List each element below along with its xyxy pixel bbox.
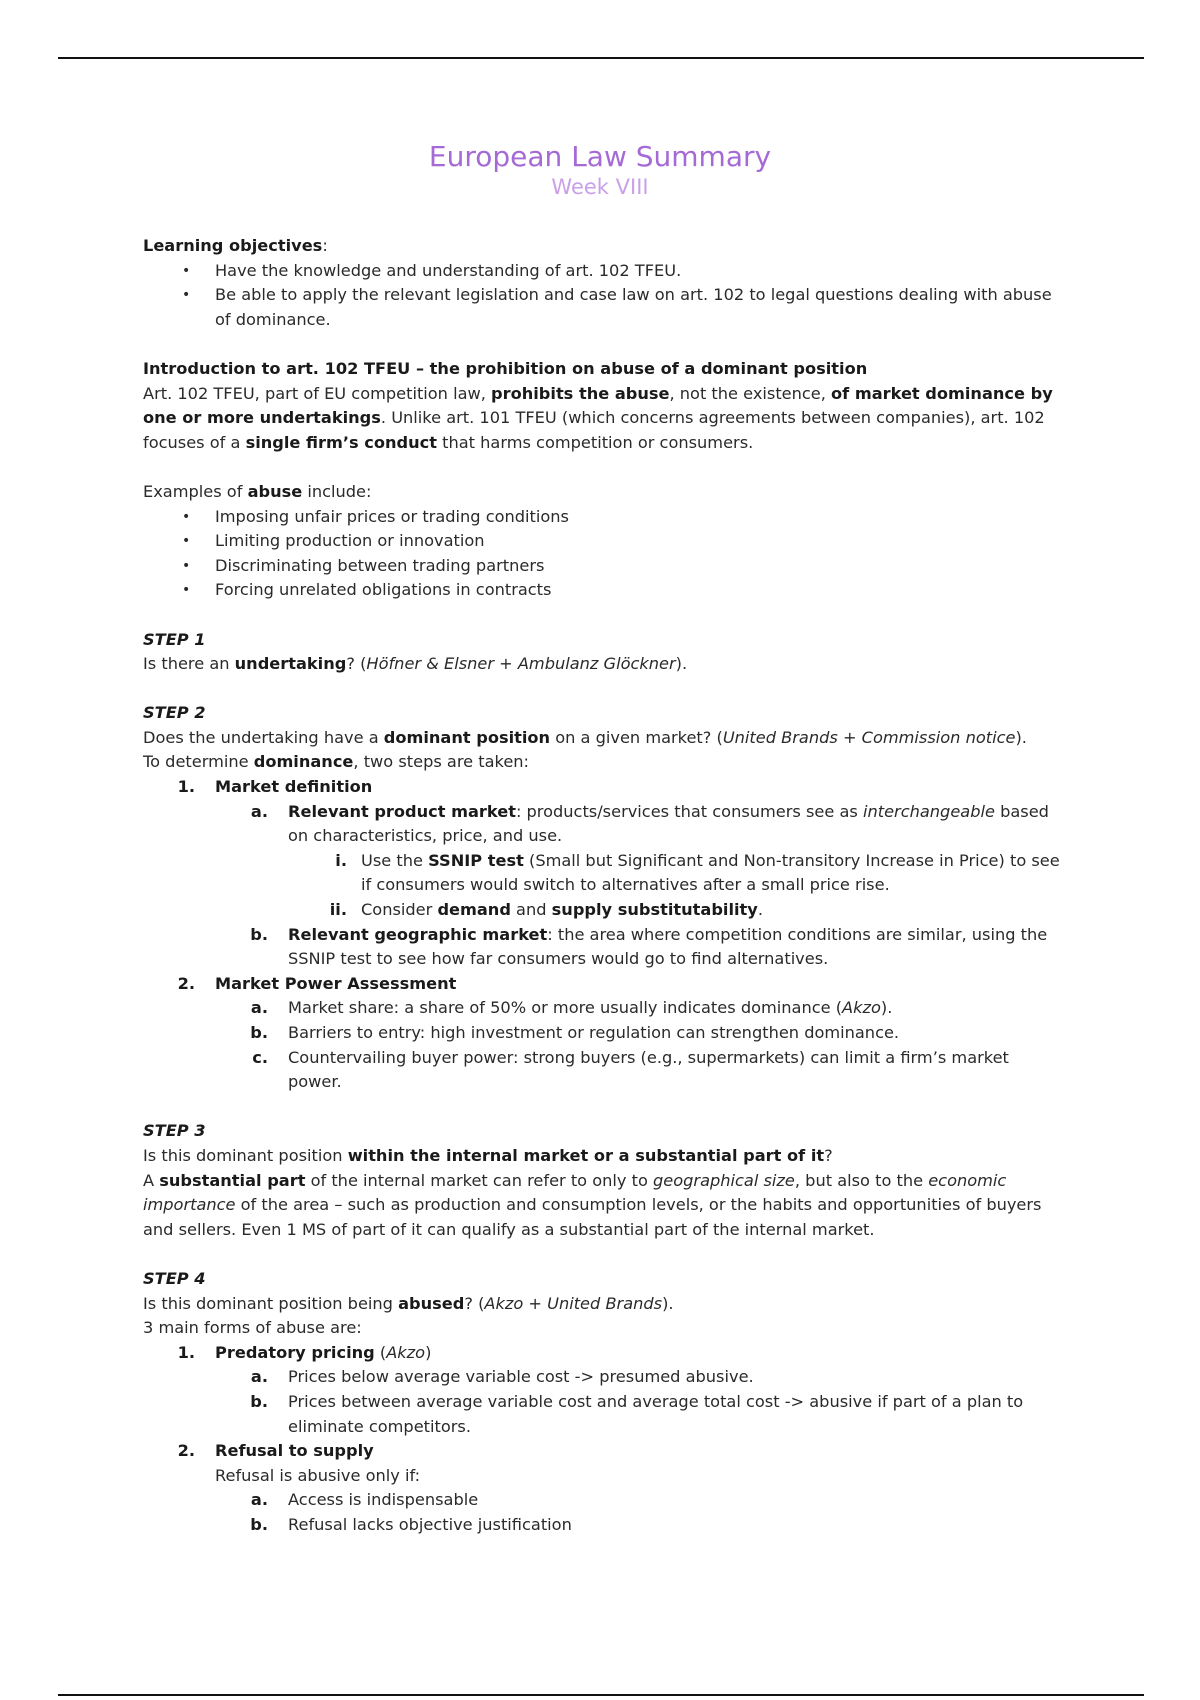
objective-item: • Be able to apply the relevant legislation and case law on art. 102 to legal questions dealing with abuse of dominance.	[143, 283, 1063, 332]
bottom-rule	[58, 1694, 1144, 1696]
document-subtitle: Week VIII	[551, 175, 649, 199]
document-header	[0, 140, 1200, 200]
step3-paragraph: A substantial part of the internal market can refer to only to geographical size, but also to the economic importance of the area – such as production and consumption levels, or the habits and opportunities of buyers and sellers. Even 1 MS of part of it can qualify as a substantial part of the internal market.	[143, 1170, 1042, 1239]
example-item: • Imposing unfair prices or trading conditions	[143, 505, 1063, 530]
below-avc-item: a. Prices below average variable cost -> presumed abusive.	[250, 1367, 754, 1387]
step4-label: STEP 4	[143, 1268, 206, 1288]
document-body	[143, 234, 1063, 1537]
objective-item: • Have the knowledge and understanding of art. 102 TFEU.	[143, 259, 1063, 284]
no-justification-item: b. Refusal lacks objective justification	[250, 1514, 572, 1534]
refusal-lead: Refusal is abusive only if:	[215, 1465, 421, 1485]
refusal-to-supply-item: 2. Refusal to supply	[177, 1441, 374, 1461]
step2-dominance: To determine dominance, two steps are taken:	[143, 752, 529, 772]
examples-lead: Examples of abuse include:	[143, 481, 372, 501]
geographic-market-item: b. Relevant geographic market: the area where competition conditions are similar, using the SSNIP test to see how far consumers would go to find alternatives.	[250, 924, 1048, 969]
step3-question: Is this dominant position within the internal market or a substantial part of it?	[143, 1145, 833, 1165]
step3-label: STEP 3	[143, 1121, 206, 1141]
indispensable-item: a. Access is indispensable	[250, 1490, 479, 1510]
between-avc-atc-item: b. Prices between average variable cost and average total cost -> abusive if part of a plan to eliminate competitors.	[250, 1391, 1024, 1436]
example-item: • Forcing unrelated obligations in contracts	[143, 578, 1063, 603]
step2-question: Does the undertaking have a dominant position on a given market? (United Brands + Commission notice).	[143, 727, 1027, 747]
buyer-power-item: c. Countervailing buyer power: strong buyers (e.g., supermarkets) can limit a firm’s market power.	[252, 1047, 1009, 1092]
product-market-item: a. Relevant product market: products/services that consumers see as interchangeable based on characteristics, price, and use.	[250, 801, 1049, 846]
example-item: • Discriminating between trading partners	[143, 554, 1063, 579]
step4-forms: 3 main forms of abuse are:	[143, 1318, 362, 1338]
barriers-item: b. Barriers to entry: high investment or regulation can strengthen dominance.	[250, 1023, 900, 1042]
intro-heading: Introduction to art. 102 TFEU – the prohibition on abuse of a dominant position	[143, 358, 868, 378]
step1-question: Is there an undertaking? (Höfner & Elsner + Ambulanz Glöckner).	[143, 654, 688, 674]
step2-label: STEP 2	[143, 703, 206, 723]
market-definition-item: 1. Market definition	[177, 777, 373, 797]
intro-paragraph: Art. 102 TFEU, part of EU competition law, prohibits the abuse, not the existence, of market dominance by one or more undertakings. Unlike art. 101 TFEU (which concerns agreements between companies), art. 102 focuses of a single firm’s conduct that harms competition or consumers.	[143, 383, 1053, 452]
ssnip-test-item: i. Use the SSNIP test (Small but Significant and Non-transitory Increase in Price) to see if consumers would switch to alternatives after a small price rise.	[335, 850, 1060, 895]
objectives-heading: Learning objectives:	[143, 236, 328, 255]
top-rule	[58, 57, 1144, 59]
example-item: • Limiting production or innovation	[143, 529, 1063, 554]
document-title: European Law Summary	[428, 140, 772, 173]
step4-question: Is this dominant position being abused? (Akzo + United Brands).	[143, 1293, 674, 1313]
market-share-item: a. Market share: a share of 50% or more usually indicates dominance (Akzo).	[250, 998, 893, 1018]
step1-label: STEP 1	[143, 629, 206, 649]
predatory-pricing-item: 1. Predatory pricing (Akzo)	[177, 1342, 432, 1362]
substitutability-item: ii. Consider demand and supply substitutability.	[329, 900, 763, 920]
market-power-item: 2. Market Power Assessment	[177, 973, 457, 993]
